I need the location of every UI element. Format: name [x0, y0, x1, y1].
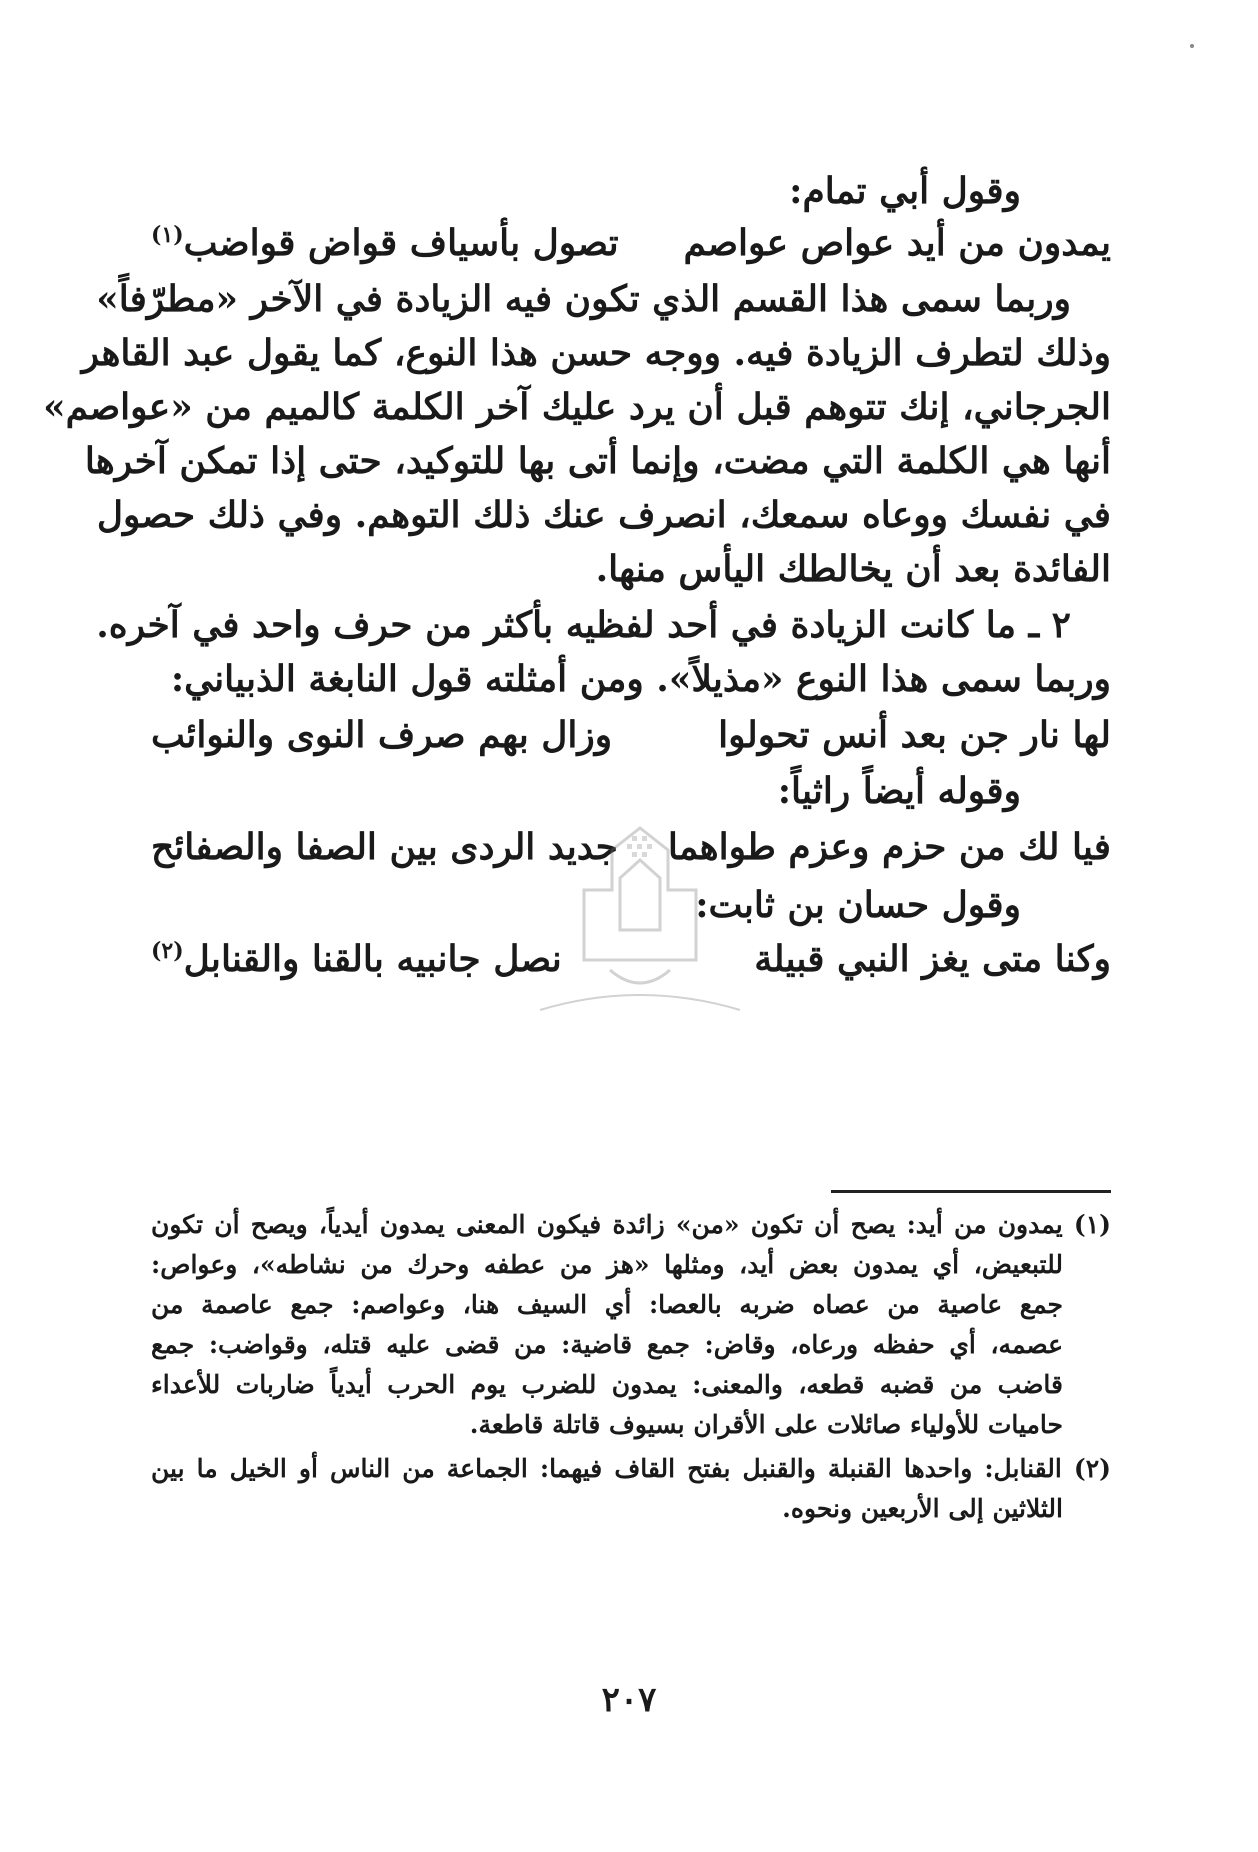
footnote-line: (١) يمدون من أيد: يصح أن تكون «من» زائدة فيكون المعنى يمدون أيدياً، ويصح أن تكون: [151, 1210, 1111, 1239]
watermark-emblem-icon: [500, 820, 780, 1030]
paragraph-line: الفائدة بعد أن يخالطك اليأس منها.: [595, 548, 1111, 590]
verse-abu-tammam: [151, 218, 1111, 268]
scan-speck: [1190, 44, 1194, 48]
verse-hemistich-left: [151, 218, 619, 268]
paragraph-line: وذلك لتطرف الزيادة فيه. ووجه حسن هذا النوع، كما يقول عبد القاهر: [81, 332, 1111, 374]
verse-hemistich-right: وكنا متى يغز النبي قبيلة: [754, 938, 1111, 980]
verse-hemistich-left-text: تصول بأسياف قواض قواضب: [183, 222, 619, 264]
footnote-mark-2: (٢): [151, 938, 184, 964]
footnote-line: الثلاثين إلى الأربعين ونحوه.: [782, 1494, 1063, 1523]
verse-hemistich-left: جديد الردى بين الصفا والصفائح: [151, 826, 618, 868]
verse-hemistich-right: فيا لك من حزم وعزم طواهما: [667, 826, 1111, 868]
paragraph-line: وربما سمى هذا النوع «مذيلاً». ومن أمثلته قول النابغة الذبياني:: [170, 658, 1111, 700]
verse-nabigha: [151, 710, 1111, 760]
footnote-line: جمع عاصية من عصاه ضربه بالعصا: أي السيف هنا، وعواصم: جمع عاصمة من: [151, 1290, 1063, 1319]
paragraph-line: ٢ ـ ما كانت الزيادة في أحد لفظيه بأكثر من حرف واحد في آخره.: [96, 604, 1071, 646]
footnote-line: (٢) القنابل: واحدها القنبلة والقنبل بفتح القاف فيهما: الجماعة من الناس أو الخيل ما بين: [151, 1454, 1111, 1483]
paragraph-line: في نفسك ووعاه سمعك، انصرف عنك ذلك التوهم. وفي ذلك حصول: [96, 494, 1111, 536]
footnote-line: حاميات للأولياء صائلات على الأقران بسيوف قاتلة قاطعة.: [469, 1410, 1063, 1439]
intro-abu-tammam: وقول أبي تمام:: [789, 170, 1021, 212]
verse-hemistich-left: وزال بهم صرف النوى والنوائب: [151, 714, 613, 756]
paragraph-line: أنها هي الكلمة التي مضت، وإنما أتى بها للتوكيد، حتى إذا تمكن آخرها: [84, 440, 1111, 482]
intro-also: وقوله أيضاً راثياً:: [777, 770, 1021, 812]
footnote-line: للتبعيض، أي يمدون بعض أيد، ومثلها «هز من عطفه وحرك من نشاطه»، وعواص:: [151, 1250, 1063, 1279]
verse-hemistich-right: يمدون من أيد عواص عواصم: [683, 222, 1111, 264]
footnote-line: قاضب من قضبه قطعه، والمعنى: يمدون للضرب يوم الحرب أيدياً ضاربات للأعداء: [151, 1370, 1063, 1399]
footnote-line: عصمه، أي حفظه ورعاه، وقاض: جمع قاضية: من قضى عليه قتله، وقواضب: جمع: [151, 1330, 1063, 1359]
verse-hemistich-left-text: نصل جانبيه بالقنا والقنابل: [183, 938, 562, 980]
verse-hemistich-right: لها نار جن بعد أنس تحولوا: [718, 714, 1111, 756]
intro-hassan: وقول حسان بن ثابت:: [695, 884, 1021, 926]
footnote-separator: [831, 1190, 1111, 1193]
page-number: ٢٠٧: [601, 1680, 657, 1720]
paragraph-line: وربما سمى هذا القسم الذي تكون فيه الزيادة في الآخر «مطرّفاً»: [96, 278, 1071, 320]
footnote-mark-1: (١): [151, 222, 184, 248]
paragraph-line: الجرجاني، إنك تتوهم قبل أن يرد عليك آخر الكلمة كالميم من «عواصم»: [43, 386, 1111, 428]
